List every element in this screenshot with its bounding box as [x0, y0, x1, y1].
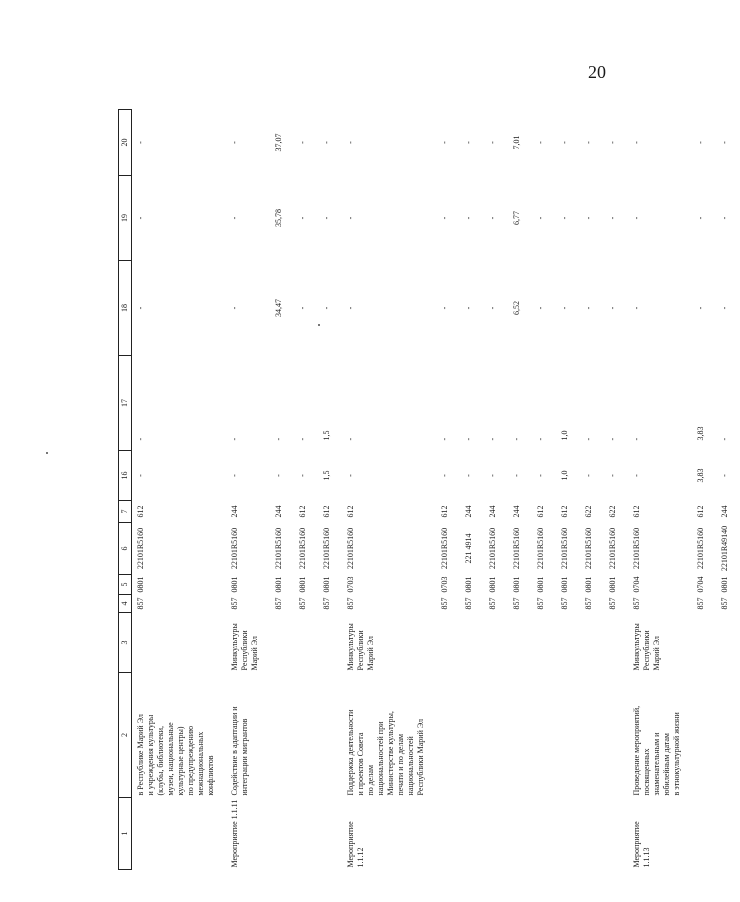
- value-cell: -: [608, 474, 617, 477]
- expense-type-cell: 622: [608, 505, 617, 518]
- code-cell: 857: [632, 597, 641, 610]
- executor-cell: [580, 613, 604, 673]
- value-cell: -: [136, 437, 145, 441]
- description-cell: [580, 673, 604, 798]
- executor-cell: [132, 613, 227, 673]
- expense-type-cell: 612: [298, 505, 307, 518]
- value-cell: -: [298, 306, 307, 310]
- value-cell: 6,77: [512, 211, 521, 225]
- section-cell: 0703: [440, 576, 449, 593]
- measure-label: [508, 798, 532, 870]
- code-cell: 857: [696, 597, 705, 610]
- value-cell: -: [488, 141, 497, 144]
- expense-type-cell: 612: [536, 505, 545, 518]
- col-header: 1: [119, 798, 132, 870]
- section-cell: 0801: [512, 576, 521, 593]
- value-cell: -: [536, 437, 545, 441]
- measure-label: [556, 798, 580, 870]
- section-cell: 0801: [608, 576, 617, 593]
- table-row: [604, 110, 628, 870]
- target-code-cell: 22101R5160: [298, 527, 307, 570]
- description-cell: [556, 673, 580, 798]
- target-code-cell: 22101R5160: [536, 527, 545, 570]
- value-cell: -: [536, 216, 545, 220]
- measure-label: [716, 798, 740, 870]
- value-cell: -: [720, 474, 729, 477]
- expense-type-cell: 612: [632, 505, 641, 518]
- col-header: 3: [119, 613, 132, 673]
- executor-cell: [294, 613, 318, 673]
- value-cell: 7,01: [512, 135, 521, 150]
- value-cell: 35,78: [274, 209, 283, 227]
- value-cell: -: [136, 474, 145, 477]
- col-header: 4: [119, 595, 132, 613]
- header-row: [119, 110, 132, 870]
- measure-label: [484, 798, 508, 870]
- expense-type-cell: 612: [346, 505, 355, 518]
- table-row: [436, 110, 460, 870]
- code-cell: 857: [488, 597, 497, 610]
- target-code-cell: 22101R5160: [584, 527, 593, 570]
- target-code-cell: 22101R5160: [136, 527, 145, 570]
- measure-label: [604, 798, 628, 870]
- value-cell: -: [230, 437, 239, 441]
- code-cell: 857: [464, 597, 473, 610]
- target-code-cell: 22101R5160: [512, 527, 521, 570]
- executor-cell: [436, 613, 460, 673]
- value-cell: -: [440, 216, 449, 220]
- value-cell: -: [584, 437, 593, 441]
- value-cell: -: [632, 216, 641, 220]
- target-code-cell: 22101R5160: [696, 527, 705, 570]
- value-cell: -: [696, 141, 705, 144]
- col-header: 2: [119, 673, 132, 798]
- measure-label: [318, 798, 342, 870]
- value-cell: 3,83: [696, 426, 705, 441]
- executor-cell: [460, 613, 484, 673]
- target-code-cell: 221 4914: [464, 533, 473, 564]
- value-cell: -: [560, 306, 569, 310]
- value-cell: -: [464, 216, 473, 220]
- measure-label: Мероприятие 1.1.12: [346, 821, 365, 868]
- value-cell: -: [440, 141, 449, 144]
- expense-type-cell: 612: [696, 505, 705, 518]
- value-cell: -: [536, 141, 545, 144]
- scan-speck: [46, 452, 48, 454]
- code-cell: 857: [608, 597, 617, 610]
- col-header: 18: [119, 261, 132, 356]
- executor-cell: [318, 613, 342, 673]
- description-cell: [270, 673, 294, 798]
- expense-type-cell: 244: [512, 505, 521, 518]
- value-cell: -: [608, 306, 617, 310]
- section-cell: 0704: [632, 576, 641, 593]
- target-code-cell: 22101R5160: [608, 527, 617, 570]
- table-row: [508, 110, 532, 870]
- value-cell: 34,47: [274, 299, 283, 317]
- value-cell: -: [632, 474, 641, 477]
- description-cell: [318, 673, 342, 798]
- page-number: 20: [588, 62, 606, 82]
- value-cell: -: [230, 306, 239, 310]
- table-row: [532, 110, 556, 870]
- section-cell: 0801: [720, 576, 729, 593]
- section-cell: 0801: [322, 576, 331, 593]
- value-cell: 3,83: [696, 468, 705, 483]
- value-cell: -: [696, 216, 705, 220]
- description-cell: [716, 673, 740, 798]
- section-cell: 0801: [584, 576, 593, 593]
- value-cell: -: [632, 141, 641, 144]
- col-header: 6: [119, 523, 132, 575]
- expense-type-cell: 612: [136, 505, 145, 518]
- code-cell: 857: [230, 597, 239, 610]
- executor-cell: [716, 613, 740, 673]
- description-cell: Поддержка деятельности и проектов Совета по делам национальностей при Министерстве культуры, печати и по делам национальностей Республики Марий Эл: [346, 709, 425, 796]
- expense-type-cell: 612: [440, 505, 449, 518]
- executor-cell: Минкультуры Республики Марий Эл: [632, 623, 661, 671]
- expense-type-cell: 244: [464, 505, 473, 518]
- value-cell: 1,0: [560, 470, 569, 481]
- budget-table-rotated: [118, 110, 729, 870]
- value-cell: -: [346, 306, 355, 310]
- target-code-cell: 22101R5160: [440, 527, 449, 570]
- measure-label: [580, 798, 604, 870]
- value-cell: -: [322, 306, 331, 310]
- expense-type-cell: 612: [322, 505, 331, 518]
- description-cell: [532, 673, 556, 798]
- value-cell: -: [584, 474, 593, 477]
- target-code-cell: 22101R5160: [274, 527, 283, 570]
- value-cell: -: [560, 216, 569, 220]
- value-cell: -: [512, 437, 521, 441]
- value-cell: -: [230, 216, 239, 220]
- code-cell: 857: [136, 597, 145, 610]
- value-cell: -: [720, 216, 729, 220]
- table-row: [692, 110, 716, 870]
- value-cell: -: [464, 306, 473, 310]
- value-cell: -: [488, 474, 497, 477]
- measure-label: [270, 798, 294, 870]
- executor-cell: [508, 613, 532, 673]
- value-cell: 1,5: [322, 470, 331, 481]
- table-row: [294, 110, 318, 870]
- measure-label: [460, 798, 484, 870]
- value-cell: 6,52: [512, 301, 521, 315]
- value-cell: -: [512, 474, 521, 477]
- measure-label: [692, 798, 716, 870]
- value-cell: -: [298, 216, 307, 220]
- table-row: [484, 110, 508, 870]
- table-row: [342, 110, 436, 870]
- value-cell: -: [274, 437, 283, 441]
- table-row: [132, 110, 227, 870]
- value-cell: -: [230, 474, 239, 477]
- target-code-cell: 22101R49140: [720, 525, 729, 572]
- value-cell: -: [346, 216, 355, 220]
- col-header: 20: [119, 110, 132, 176]
- executor-cell: [532, 613, 556, 673]
- description-cell: в Республике Марий Эл и учреждения культуры (клубы, библиотеки, музеи, национальные культурные центры) по предупреждению межнациональных конфликтов: [136, 714, 215, 796]
- section-cell: 0801: [536, 576, 545, 593]
- value-cell: -: [488, 216, 497, 220]
- executor-cell: Минкультуры Республики Марий Эл: [230, 623, 259, 671]
- value-cell: -: [584, 216, 593, 220]
- value-cell: -: [608, 141, 617, 144]
- description-cell: Содействие в адаптации и интеграции мигрантов: [230, 706, 249, 796]
- description-cell: [604, 673, 628, 798]
- value-cell: 1,0: [560, 430, 569, 441]
- target-code-cell: 22101R5160: [560, 527, 569, 570]
- section-cell: 0704: [696, 576, 705, 593]
- col-header: 16: [119, 451, 132, 501]
- measure-label: [294, 798, 318, 870]
- description-cell: [692, 673, 716, 798]
- value-cell: -: [440, 306, 449, 310]
- table-row: [628, 110, 692, 870]
- expense-type-cell: 244: [720, 505, 729, 518]
- value-cell: -: [536, 474, 545, 477]
- measure-label: Мероприятие 1.1.11: [230, 799, 239, 868]
- table-row: [460, 110, 484, 870]
- executor-cell: [556, 613, 580, 673]
- section-cell: 0801: [230, 576, 239, 593]
- value-cell: -: [298, 141, 307, 144]
- value-cell: -: [488, 306, 497, 310]
- target-code-cell: 22101R5160: [346, 527, 355, 570]
- section-cell: 0801: [464, 576, 473, 593]
- executor-cell: [484, 613, 508, 673]
- value-cell: -: [560, 141, 569, 144]
- table-row: [580, 110, 604, 870]
- code-cell: 857: [536, 597, 545, 610]
- value-cell: 1,5: [322, 430, 331, 441]
- budget-table: [118, 109, 740, 870]
- section-cell: 0801: [560, 576, 569, 593]
- value-cell: -: [584, 141, 593, 144]
- table-row: [318, 110, 342, 870]
- value-cell: -: [464, 437, 473, 441]
- value-cell: -: [536, 306, 545, 310]
- executor-cell: [692, 613, 716, 673]
- section-cell: 0801: [136, 576, 145, 593]
- table-row: [716, 110, 740, 870]
- code-cell: 857: [560, 597, 569, 610]
- code-cell: 857: [584, 597, 593, 610]
- measure-label: Мероприятие 1.1.13: [632, 821, 651, 868]
- code-cell: 857: [440, 597, 449, 610]
- value-cell: -: [720, 437, 729, 441]
- description-cell: [436, 673, 460, 798]
- col-header: 7: [119, 501, 132, 523]
- value-cell: -: [136, 216, 145, 220]
- expense-type-cell: 622: [584, 505, 593, 518]
- value-cell: -: [136, 141, 145, 144]
- code-cell: 857: [720, 597, 729, 610]
- description-cell: [484, 673, 508, 798]
- target-code-cell: 22101R5160: [322, 527, 331, 570]
- section-cell: 0801: [488, 576, 497, 593]
- value-cell: -: [346, 141, 355, 144]
- code-cell: 857: [298, 597, 307, 610]
- table-row: [226, 110, 270, 870]
- value-cell: -: [720, 306, 729, 310]
- value-cell: -: [440, 474, 449, 477]
- value-cell: -: [464, 474, 473, 477]
- section-cell: 0801: [274, 576, 283, 593]
- col-header: 19: [119, 176, 132, 261]
- expense-type-cell: 612: [560, 505, 569, 518]
- value-cell: -: [584, 306, 593, 310]
- expense-type-cell: 244: [488, 505, 497, 518]
- value-cell: -: [440, 437, 449, 441]
- description-cell: [294, 673, 318, 798]
- value-cell: -: [346, 437, 355, 441]
- executor-cell: Минкультуры Республики Марий Эл: [346, 623, 375, 671]
- code-cell: 857: [512, 597, 521, 610]
- value-cell: -: [632, 306, 641, 310]
- code-cell: 857: [346, 597, 355, 610]
- value-cell: -: [322, 141, 331, 144]
- value-cell: -: [720, 141, 729, 144]
- value-cell: -: [696, 306, 705, 310]
- value-cell: -: [322, 216, 331, 220]
- description-cell: [460, 673, 484, 798]
- table-row: [270, 110, 294, 870]
- description-cell: Проведение мероприятий, посвященных знаменательным и юбилейным датам в этнокультурной жизни: [632, 705, 681, 796]
- executor-cell: [604, 613, 628, 673]
- value-cell: -: [230, 141, 239, 144]
- col-header: 17: [119, 356, 132, 451]
- value-cell: -: [298, 437, 307, 441]
- code-cell: 857: [322, 597, 331, 610]
- value-cell: 37,07: [274, 133, 283, 152]
- expense-type-cell: 244: [230, 505, 239, 518]
- section-cell: 0801: [298, 576, 307, 593]
- value-cell: -: [464, 141, 473, 144]
- value-cell: -: [346, 474, 355, 477]
- target-code-cell: 22101R5160: [632, 527, 641, 570]
- value-cell: -: [632, 437, 641, 441]
- table-row: [556, 110, 580, 870]
- executor-cell: [270, 613, 294, 673]
- measure-label: [132, 798, 227, 870]
- code-cell: 857: [274, 597, 283, 610]
- value-cell: -: [488, 437, 497, 441]
- value-cell: -: [608, 216, 617, 220]
- section-cell: 0703: [346, 576, 355, 593]
- expense-type-cell: 244: [274, 505, 283, 518]
- measure-label: [532, 798, 556, 870]
- target-code-cell: 22101R5160: [488, 527, 497, 570]
- value-cell: -: [608, 437, 617, 441]
- value-cell: -: [136, 306, 145, 310]
- value-cell: -: [298, 474, 307, 477]
- measure-label: [436, 798, 460, 870]
- value-cell: -: [274, 474, 283, 477]
- col-header: 5: [119, 575, 132, 595]
- description-cell: [508, 673, 532, 798]
- target-code-cell: 22101R5160: [230, 527, 239, 570]
